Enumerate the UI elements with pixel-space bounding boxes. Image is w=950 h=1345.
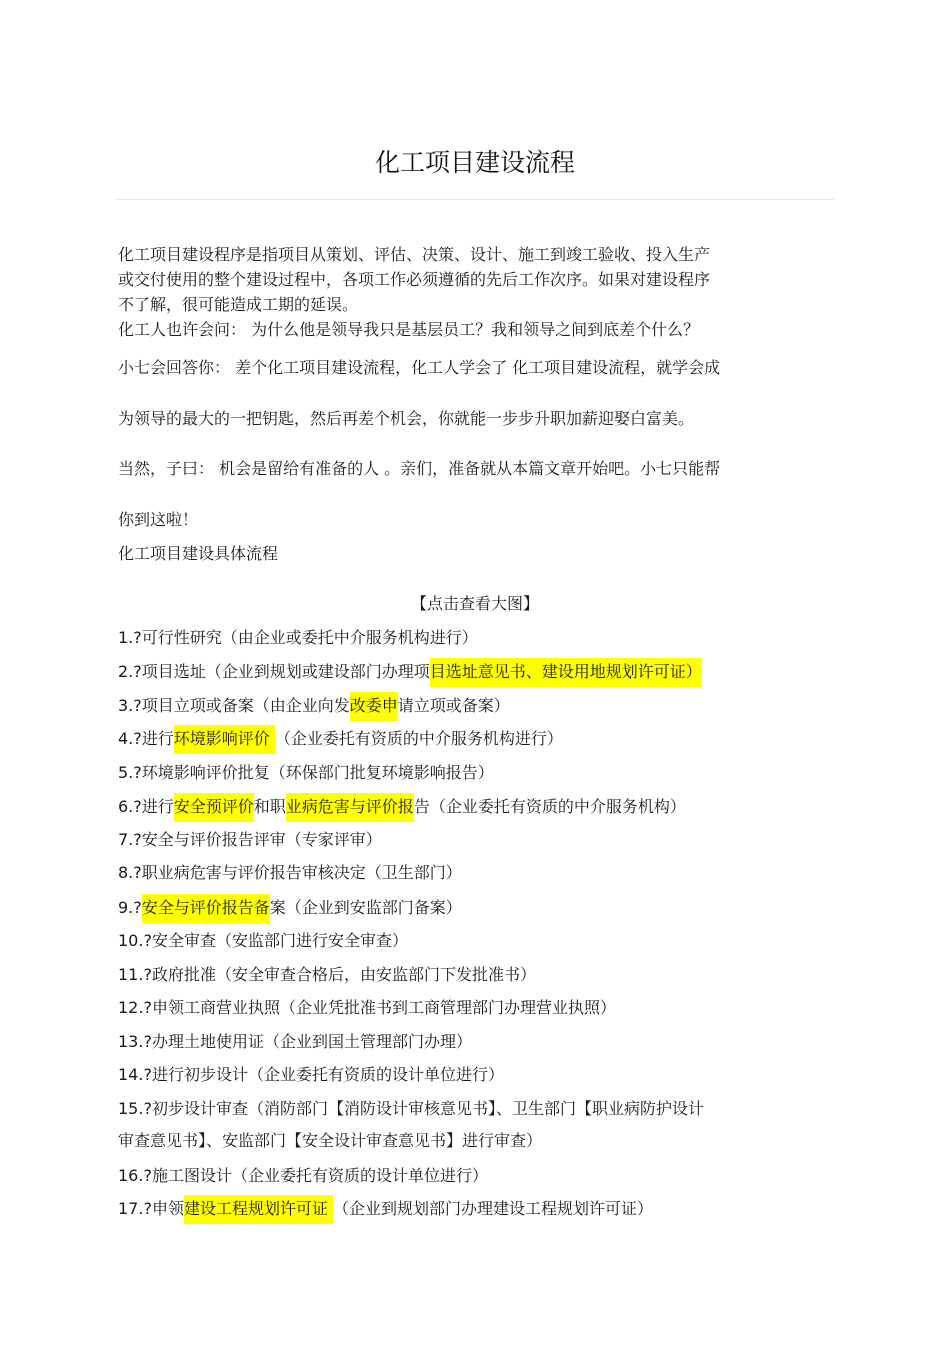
intro-line-6: 为领导的最大的一把钥匙，然后再差个机会，你就能一步步升职加薪迎娶白富美。 — [118, 409, 695, 428]
intro-line-3: 不了解，很可能造成工期的延误。 — [118, 295, 359, 314]
intro-line-5: 小七会回答你： 差个化工项目建设流程，化工人学会了 化工项目建设流程，就学会成 — [118, 358, 721, 377]
intro-line-7: 当然，子曰： 机会是留给有准备的人 。亲们，准备就从本篇文章开始吧。小七只能帮 — [118, 459, 721, 478]
step-4-text-b: （企业委托有资质的中介服务机构进行） — [274, 729, 563, 748]
step-16: 16.?施工图设计（企业委托有资质的设计单位进行） — [118, 1166, 488, 1185]
step-4-text-a: 4.?进行 — [118, 729, 174, 748]
step-17-highlight: 建设工程规划许可证 — [184, 1195, 333, 1224]
section-heading: 化工项目建设具体流程 — [118, 544, 279, 563]
step-5: 5.?环境影响评价批复（环保部门批复环境影响报告） — [118, 763, 494, 782]
step-9 — [118, 896, 462, 920]
intro-line-8: 你到这啦！ — [118, 510, 199, 529]
step-6-text-b: 和职 — [253, 797, 286, 816]
intro-line-4: 化工人也许会问： 为什么他是领导我只是基层员工？我和领导之间到底差个什么？ — [118, 320, 700, 339]
step-17-text-b: （企业到规划部门办理建设工程规划许可证） — [333, 1199, 654, 1218]
step-4-highlight: 环境影响评价 — [174, 725, 275, 754]
step-12: 12.?申领工商营业执照（企业凭批准书到工商管理部门办理营业执照） — [118, 998, 616, 1017]
step-9-text-a: 9.? — [118, 898, 142, 917]
step-8: 8.?职业病危害与评价报告审核决定（卫生部门） — [118, 863, 462, 882]
step-6-text-a: 6.?进行 — [118, 797, 174, 816]
step-15-line-2: 审查意见书】、安监部门【安全设计审查意见书】进行审查） — [118, 1131, 543, 1150]
step-9-highlight: 安全与评价报告备 — [142, 894, 270, 923]
step-1: 1.?可行性研究（由企业或委托中介服务机构进行） — [118, 628, 478, 647]
step-17-text-a: 17.?申领 — [118, 1199, 184, 1218]
step-6-text-c: 告（企业委托有资质的中介服务机构） — [413, 797, 686, 816]
step-17 — [118, 1197, 653, 1221]
step-2-text: 2.?项目选址（企业到规划或建设部门办理项 — [118, 662, 430, 681]
intro-line-1: 化工项目建设程序是指项目从策划、评估、决策、设计、施工到竣工验收、投入生产 — [118, 245, 711, 264]
step-6-highlight-b: 业病危害与评价报 — [286, 793, 414, 822]
step-3-text-b: 请立项或备案） — [397, 696, 510, 715]
document-title: 化工项目建设流程 — [374, 148, 575, 177]
step-11: 11.?政府批准（安全审查合格后，由安监部门下发批准书） — [118, 965, 536, 984]
step-4 — [118, 727, 563, 751]
step-6 — [118, 795, 686, 819]
step-13: 13.?办理土地使用证（企业到国土管理部门办理） — [118, 1032, 472, 1051]
step-2-highlight: 目选址意见书、建设用地规划许可证） — [430, 658, 702, 687]
intro-line-2: 或交付使用的整个建设过程中，各项工作必须遵循的先后工作次序。如果对建设程序 — [118, 270, 711, 289]
step-15-line-1: 15.?初步设计审查（消防部门【消防设计审核意见书】、卫生部门【职业病防护设计 — [118, 1099, 704, 1118]
step-3-highlight: 改委申 — [350, 692, 398, 721]
step-3-text-a: 3.?项目立项或备案（由企业向发 — [118, 696, 350, 715]
step-2 — [118, 660, 702, 684]
step-9-text-b: 案（企业到安监部门备案） — [269, 898, 462, 917]
step-10: 10.?安全审查（安监部门进行安全审查） — [118, 931, 408, 950]
step-14: 14.?进行初步设计（企业委托有资质的设计单位进行） — [118, 1065, 504, 1084]
view-large-image-link[interactable]: 【点击查看大图】 — [410, 594, 539, 613]
step-7: 7.?安全与评价报告评审（专家评审） — [118, 830, 382, 849]
title-divider — [116, 199, 834, 200]
step-3 — [118, 694, 510, 718]
step-6-highlight-a: 安全预评价 — [174, 793, 254, 822]
